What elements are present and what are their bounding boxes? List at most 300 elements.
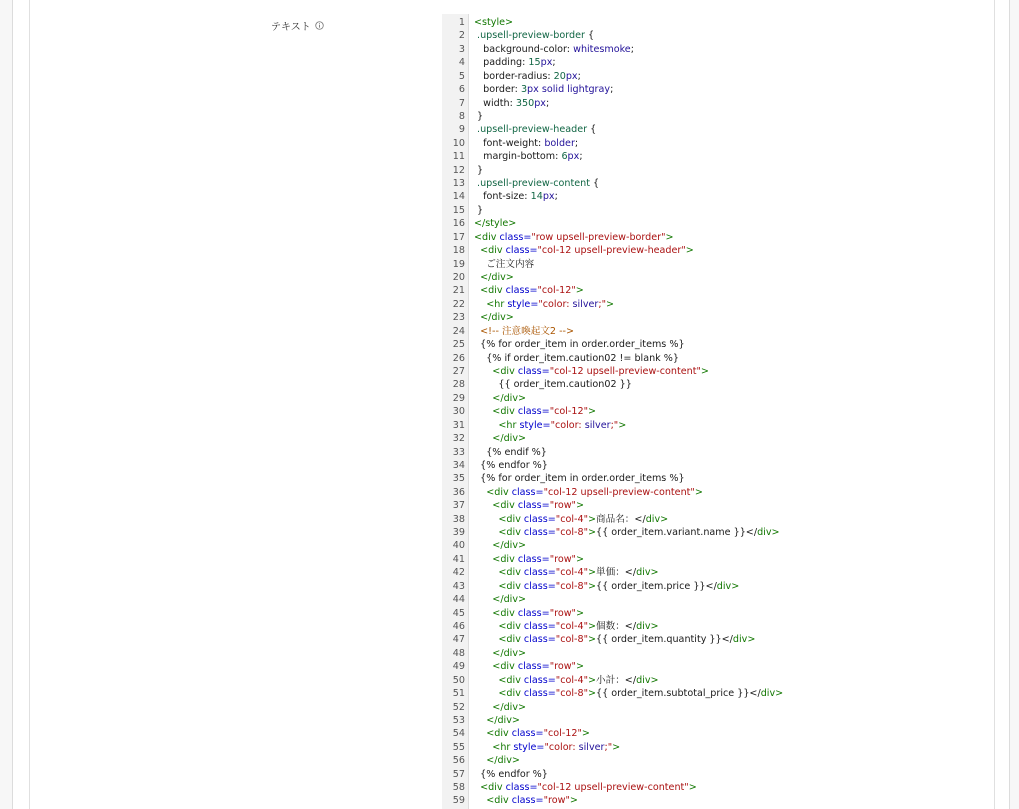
code-token: <div — [474, 486, 512, 498]
code-token: } — [474, 164, 484, 176]
code-token: <div — [474, 728, 512, 740]
code-line[interactable] — [442, 338, 994, 351]
code-token: bolder — [544, 137, 575, 149]
line-number: 48 — [452, 647, 465, 659]
code-line[interactable] — [442, 378, 994, 391]
code-line[interactable] — [442, 311, 994, 324]
code-line[interactable] — [442, 607, 994, 620]
code-token: <!-- 注意喚起文2 --> — [474, 325, 575, 337]
code-line[interactable] — [442, 768, 994, 781]
code-text — [474, 432, 526, 445]
code-line[interactable] — [442, 137, 994, 150]
code-line[interactable] — [442, 405, 994, 418]
code-line[interactable] — [442, 674, 994, 687]
code-token: <div — [474, 607, 518, 619]
code-token: font-weight: — [474, 137, 545, 149]
code-text — [474, 29, 594, 42]
code-line[interactable] — [442, 150, 994, 163]
code-line[interactable] — [442, 164, 994, 177]
code-text — [474, 607, 584, 620]
code-token: 個数：</ — [596, 620, 637, 632]
line-number: 27 — [452, 365, 465, 377]
code-token: ; — [579, 151, 583, 163]
code-token: > — [587, 580, 597, 592]
code-text — [474, 459, 548, 472]
code-token: > — [587, 513, 597, 525]
code-text — [474, 311, 514, 324]
code-line[interactable] — [442, 177, 994, 190]
code-line[interactable] — [442, 231, 994, 244]
line-number: 37 — [452, 500, 465, 512]
code-token: > — [575, 607, 585, 619]
code-line[interactable] — [442, 794, 994, 807]
code-token: "col-12" — [549, 406, 588, 418]
code-text — [474, 687, 783, 700]
code-token: </div> — [474, 312, 514, 324]
field-label-row — [271, 18, 325, 33]
code-text — [474, 190, 558, 203]
code-token: ;" — [604, 741, 613, 753]
code-token: <div — [474, 688, 524, 700]
line-number: 11 — [452, 151, 465, 163]
code-token: "row upsell-preview-border" — [531, 231, 666, 243]
code-line[interactable] — [442, 741, 994, 754]
code-token: <div — [474, 285, 506, 297]
code-token: ;" — [610, 419, 619, 431]
code-token: <div — [474, 620, 524, 632]
code-token: class= — [517, 406, 550, 418]
code-text — [474, 392, 526, 405]
code-text — [474, 352, 679, 365]
code-token: class= — [505, 245, 538, 257]
code-token: > — [575, 285, 584, 297]
code-text — [474, 754, 520, 767]
code-text — [474, 714, 520, 727]
code-line[interactable] — [442, 365, 994, 378]
code-token: {% for order_item in order.order_items %} — [474, 473, 685, 485]
code-line[interactable] — [442, 110, 994, 123]
code-token: <div — [474, 231, 500, 243]
line-number: 3 — [458, 43, 465, 55]
code-token: px — [565, 70, 578, 82]
line-number: 23 — [452, 312, 465, 324]
code-line[interactable] — [442, 499, 994, 512]
line-number: 1 — [458, 17, 465, 28]
code-text — [474, 271, 514, 284]
code-text — [474, 727, 590, 740]
code-line[interactable] — [442, 593, 994, 606]
code-line[interactable] — [442, 190, 994, 203]
line-number: 49 — [452, 661, 465, 673]
code-token: {% if order_item.caution02 != blank %} — [474, 352, 680, 364]
code-line[interactable] — [442, 392, 994, 405]
code-text — [474, 164, 483, 177]
code-text — [474, 419, 626, 432]
code-token: class= — [505, 285, 538, 297]
code-token: <div — [474, 795, 512, 807]
code-line[interactable] — [442, 83, 994, 96]
code-line[interactable] — [442, 754, 994, 767]
code-token: "col-12 upsell-preview-content" — [549, 365, 701, 377]
code-line[interactable] — [442, 244, 994, 257]
code-token: </div> — [474, 540, 527, 552]
code-token: "row" — [549, 661, 576, 673]
code-token: {% endfor %} — [474, 459, 548, 471]
code-text — [474, 123, 596, 136]
code-line[interactable] — [442, 70, 994, 83]
code-text — [474, 446, 547, 459]
code-line[interactable] — [442, 660, 994, 673]
code-token: .upsell-preview-content — [474, 178, 594, 190]
code-line[interactable] — [442, 526, 994, 539]
code-token: > — [575, 500, 585, 512]
code-token: 14 — [530, 191, 543, 203]
code-token: ; — [610, 84, 614, 96]
code-token: 6 — [561, 151, 568, 163]
code-token: <hr — [474, 419, 520, 431]
line-number: 50 — [452, 674, 465, 686]
code-token: "col-8" — [555, 634, 588, 646]
line-number: 8 — [458, 110, 465, 122]
line-number: 31 — [452, 419, 465, 431]
code-text — [474, 647, 526, 660]
code-text — [474, 325, 574, 338]
code-text — [474, 539, 526, 552]
line-number: 20 — [452, 272, 465, 284]
code-token: style= — [513, 741, 545, 753]
line-number: 45 — [452, 607, 465, 619]
code-token: "col-8" — [555, 527, 588, 539]
code-token: > — [606, 298, 615, 310]
code-token: ; — [552, 57, 556, 69]
line-number: 54 — [452, 728, 465, 740]
code-line[interactable] — [442, 432, 994, 445]
code-line[interactable] — [442, 325, 994, 338]
code-line[interactable] — [442, 29, 994, 42]
code-token: > — [587, 688, 597, 700]
code-token: "col-12 upsell-preview-header" — [537, 245, 686, 257]
code-token: > — [612, 741, 621, 753]
code-token: class= — [523, 634, 556, 646]
code-token: > — [575, 553, 585, 565]
code-token: 15 — [528, 57, 541, 69]
line-number: 41 — [452, 553, 465, 565]
code-token: </div> — [474, 647, 527, 659]
code-token: > — [575, 661, 585, 673]
code-text — [474, 499, 584, 512]
code-token: class= — [517, 553, 550, 565]
code-token: div> — [645, 513, 669, 525]
code-token: > — [587, 620, 597, 632]
code-token: { — [587, 30, 595, 42]
code-line[interactable] — [442, 16, 994, 29]
code-token: "col-12" — [543, 728, 582, 740]
line-number: 59 — [452, 795, 465, 807]
code-token: </div> — [474, 701, 527, 713]
code-line[interactable] — [442, 687, 994, 700]
code-text — [474, 405, 596, 418]
code-token: class= — [523, 567, 556, 579]
line-number: 29 — [452, 392, 465, 404]
code-token: {{ order_item.price }}</ — [596, 580, 717, 592]
code-token: 3 — [520, 84, 528, 96]
code-token: {% endif %} — [474, 446, 547, 458]
code-text — [474, 526, 780, 539]
code-token: style= — [507, 298, 539, 310]
code-token: div> — [636, 620, 659, 632]
code-token: </div> — [474, 714, 520, 726]
code-text — [474, 204, 483, 217]
line-number: 55 — [452, 741, 465, 753]
code-token: class= — [511, 728, 544, 740]
line-number: 51 — [452, 688, 465, 700]
code-token: 350 — [515, 97, 535, 109]
code-line[interactable] — [442, 271, 994, 284]
code-line[interactable] — [442, 620, 994, 633]
code-token: whitesmoke — [573, 43, 631, 55]
info-circle-icon[interactable] — [315, 21, 325, 31]
line-number: 4 — [458, 57, 465, 69]
code-token: 商品名：</ — [596, 513, 646, 525]
code-text — [474, 593, 526, 606]
code-text — [474, 97, 549, 110]
code-token: class= — [523, 513, 556, 525]
code-line[interactable] — [442, 446, 994, 459]
code-token: px solid lightgray — [527, 84, 611, 96]
code-text — [474, 660, 584, 673]
code-token: <style> — [474, 17, 514, 28]
code-token: </style> — [474, 218, 517, 230]
code-line[interactable] — [442, 419, 994, 432]
code-token: { — [590, 124, 597, 136]
code-token: border: — [474, 84, 521, 96]
code-line[interactable] — [442, 217, 994, 230]
code-text — [474, 231, 674, 244]
code-line[interactable] — [442, 539, 994, 552]
code-token: ; — [554, 191, 558, 203]
code-token: class= — [523, 580, 556, 592]
code-token: > — [587, 674, 597, 686]
line-number: 35 — [452, 473, 465, 485]
code-line[interactable] — [442, 580, 994, 593]
line-number: 7 — [458, 97, 465, 109]
code-token: div> — [636, 567, 659, 579]
code-text — [474, 244, 694, 257]
code-line[interactable] — [442, 43, 994, 56]
code-token: > — [569, 795, 578, 807]
code-text — [474, 472, 685, 485]
code-token: "col-12 upsell-preview-content" — [543, 486, 695, 498]
code-line[interactable] — [442, 727, 994, 740]
code-token: class= — [511, 486, 544, 498]
code-token: "col-4" — [555, 620, 588, 632]
code-token: {{ order_item.variant.name }}</ — [596, 527, 758, 539]
code-text — [474, 486, 703, 499]
code-token: div> — [636, 674, 659, 686]
code-text — [474, 620, 659, 633]
code-token: </div> — [474, 272, 514, 284]
code-text — [474, 110, 483, 123]
line-number: 17 — [452, 231, 465, 243]
code-token: <div — [474, 674, 524, 686]
code-text — [474, 674, 659, 687]
code-token: 単価：</ — [596, 567, 637, 579]
code-token: px — [542, 191, 555, 203]
code-text — [474, 43, 634, 56]
code-token: <div — [474, 527, 524, 539]
code-token: ;" — [598, 298, 607, 310]
code-token: > — [588, 406, 597, 418]
code-token: <div — [474, 365, 518, 377]
code-token: silver — [584, 419, 611, 431]
line-number: 42 — [452, 567, 465, 579]
code-token: "row" — [543, 795, 570, 807]
code-token: "col-4" — [555, 513, 588, 525]
code-token: <div — [474, 567, 524, 579]
code-token: background-color: — [474, 43, 574, 55]
code-token: ; — [630, 43, 634, 55]
field-label: テキスト — [271, 22, 311, 33]
code-line[interactable] — [442, 459, 994, 472]
code-text — [474, 741, 620, 754]
code-text — [474, 258, 534, 271]
line-number: 24 — [452, 325, 465, 337]
code-line[interactable] — [442, 204, 994, 217]
line-number: 53 — [452, 714, 465, 726]
code-text — [474, 177, 599, 190]
code-line[interactable] — [442, 566, 994, 579]
code-line[interactable] — [442, 97, 994, 110]
code-token: margin-bottom: — [474, 151, 562, 163]
code-token: > — [587, 634, 597, 646]
code-token: <div — [474, 553, 518, 565]
code-token: padding: — [474, 57, 529, 69]
code-token: class= — [517, 661, 550, 673]
code-line[interactable] — [442, 513, 994, 526]
line-number: 16 — [452, 218, 465, 230]
code-text — [474, 298, 614, 311]
code-token: > — [665, 231, 674, 243]
code-token: <div — [474, 406, 518, 418]
line-number: 15 — [452, 204, 465, 216]
code-text — [474, 566, 659, 579]
code-token: silver — [578, 741, 605, 753]
code-line[interactable] — [442, 647, 994, 660]
code-token: > — [688, 782, 697, 794]
code-token: .upsell-preview-border — [474, 30, 588, 42]
code-line[interactable] — [442, 486, 994, 499]
code-text — [474, 284, 584, 297]
code-text — [474, 70, 581, 83]
code-token: <div — [474, 245, 506, 257]
code-token: "row" — [549, 500, 576, 512]
code-token: > — [694, 486, 703, 498]
code-token: class= — [523, 620, 556, 632]
line-number: 2 — [458, 30, 465, 42]
code-token: {{ order_item.subtotal_price }}</ — [596, 688, 761, 700]
code-text — [474, 217, 516, 230]
code-line[interactable] — [442, 553, 994, 566]
code-token: .upsell-preview-header — [474, 124, 591, 136]
code-token: <div — [474, 580, 524, 592]
code-token: ご注文内容 — [474, 258, 535, 270]
code-line[interactable] — [442, 781, 994, 794]
code-token: <div — [474, 513, 524, 525]
code-token: {{ order_item.caution02 }} — [474, 379, 632, 391]
code-line[interactable] — [442, 701, 994, 714]
code-text — [474, 553, 584, 566]
code-token: {{ order_item.quantity }}</ — [596, 634, 733, 646]
code-token: } — [474, 110, 484, 122]
code-text — [474, 150, 583, 163]
code-token: class= — [505, 782, 538, 794]
code-token: class= — [523, 527, 556, 539]
code-token: "col-8" — [555, 688, 588, 700]
line-number: 21 — [452, 285, 465, 297]
code-text — [474, 365, 709, 378]
code-text — [474, 16, 513, 29]
code-token: </div> — [474, 392, 527, 404]
code-line[interactable] — [442, 258, 994, 271]
line-number: 32 — [452, 433, 465, 445]
code-token: class= — [523, 688, 556, 700]
code-token: {% for order_item in order.order_items %} — [474, 339, 685, 351]
code-line[interactable] — [442, 284, 994, 297]
code-token: ; — [577, 70, 581, 82]
code-line[interactable] — [442, 56, 994, 69]
code-line[interactable] — [442, 472, 994, 485]
line-number: 43 — [452, 580, 465, 592]
code-text — [474, 701, 526, 714]
code-token: "col-8" — [555, 580, 588, 592]
code-token: div> — [757, 527, 780, 539]
line-number: 12 — [452, 164, 465, 176]
code-line[interactable] — [442, 123, 994, 136]
line-number: 57 — [452, 768, 465, 780]
code-token: div> — [732, 634, 756, 646]
code-token: div> — [760, 688, 784, 700]
code-token: class= — [517, 500, 550, 512]
code-text — [474, 768, 548, 781]
code-token: "color: — [550, 419, 585, 431]
code-token: "row" — [549, 607, 576, 619]
code-line[interactable] — [442, 714, 994, 727]
code-token: > — [618, 419, 627, 431]
code-lines[interactable] — [442, 16, 994, 808]
line-number: 46 — [452, 620, 465, 632]
code-token: px — [540, 57, 553, 69]
line-number: 38 — [452, 513, 465, 525]
code-token: "color: — [544, 741, 579, 753]
code-token: } — [474, 204, 484, 216]
line-number: 56 — [452, 755, 465, 767]
code-token: </div> — [474, 433, 527, 445]
code-line[interactable] — [442, 633, 994, 646]
line-number: 30 — [452, 406, 465, 418]
line-number: 33 — [452, 446, 465, 458]
line-number: 10 — [452, 137, 465, 149]
code-token: class= — [523, 674, 556, 686]
line-number: 19 — [452, 258, 465, 270]
code-line[interactable] — [442, 352, 994, 365]
code-token: px — [567, 151, 580, 163]
line-number: 6 — [458, 84, 465, 96]
line-number: 28 — [452, 379, 465, 391]
code-token: 20 — [553, 70, 566, 82]
code-line[interactable] — [442, 298, 994, 311]
code-token: "col-4" — [555, 674, 588, 686]
code-editor[interactable] — [442, 14, 994, 809]
